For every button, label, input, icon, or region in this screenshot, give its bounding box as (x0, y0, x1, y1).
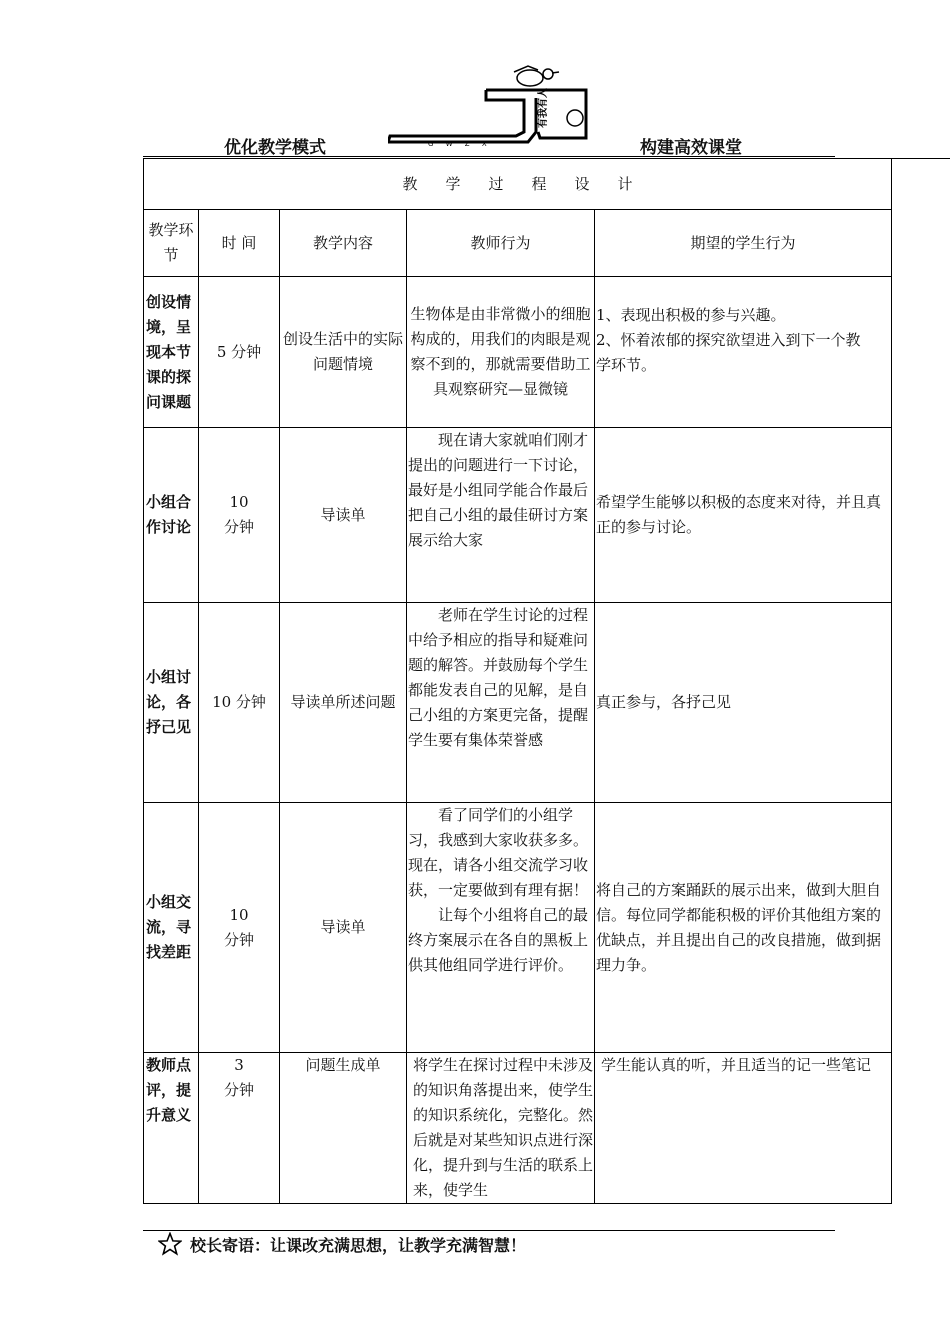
table-title: 教学过程设计 (144, 159, 892, 210)
teacher-cell: 生物体是由非常微小的细胞构成的，用我们的肉眼是观察不到的，那就需要借助工具观察研究—显微镜 (407, 277, 595, 428)
stage-cell: 小组讨论，各抒己见 (144, 603, 199, 803)
table-row (144, 803, 892, 1053)
time-cell: 3 分钟 (199, 1053, 280, 1204)
content-cell: 创设生活中的实际问题情境 (280, 277, 407, 428)
table-row (144, 603, 892, 803)
content-cell: 导读单 (280, 803, 407, 1053)
teacher-cell: 将学生在探讨过程中未涉及的知识角落提出来，使学生的知识系统化，完整化。然后就是对某些知识点进行深化，提升到与生活的联系上来，使学生 (407, 1053, 595, 1204)
lesson-process-table (143, 158, 892, 1204)
table-extension-rule (891, 158, 950, 159)
content-cell: 导读单 (280, 428, 407, 603)
stage-cell: 教师点评，提升意义 (144, 1053, 199, 1204)
student-cell: 希望学生能够以积极的态度来对待，并且真正的参与讨论。 (595, 428, 892, 603)
table-row (144, 277, 892, 428)
student-cell: 学生能认真的听，并且适当的记一些笔记 (595, 1053, 892, 1204)
footer-text: 校长寄语：让课改充满思想，让教学充满智慧！ (190, 1235, 527, 1255)
header-time: 时 间 (199, 210, 280, 277)
header-content: 教学内容 (280, 210, 407, 277)
content-cell: 问题生成单 (280, 1053, 407, 1204)
table-row (144, 428, 892, 603)
header-rule (143, 156, 835, 157)
student-cell: 将自己的方案踊跃的展示出来，做到大胆自信。每位同学都能积极的评价其他组方案的优缺点，并且提出自己的改良措施，做到据理力争。 (595, 803, 892, 1053)
stage-cell: 小组交流，寻找差距 (144, 803, 199, 1053)
footer-rule (143, 1230, 835, 1231)
teacher-cell: 看了同学们的小组学习，我感到大家收获多多。现在，请各小组交流学习收获，一定要做到有理有据！ 让每个小组将自己的最终方案展示在各自的黑板上供其他组同学进行评价。 (407, 803, 595, 1053)
teacher-cell: 老师在学生讨论的过程中给予相应的指导和疑难问题的解答。并鼓励每个学生都能发表自己的见解，是自己小组的方案更完备，提醒学生要有集体荣誉感 (407, 603, 595, 803)
stage-cell: 小组合作讨论 (144, 428, 199, 603)
time-cell: 10 分钟 (199, 428, 280, 603)
school-logo (388, 62, 590, 154)
time-cell: 10 分钟 (199, 603, 280, 803)
time-cell: 5 分钟 (199, 277, 280, 428)
stage-cell: 创设情境，呈现本节课的探问课题 (144, 277, 199, 428)
header-teacher: 教师行为 (407, 210, 595, 277)
table-row (144, 1053, 892, 1204)
logo-letters: G W Z X (428, 140, 492, 148)
header-student: 期望的学生行为 (595, 210, 892, 277)
header-left-slogan: 优化教学模式 (224, 138, 326, 158)
time-cell: 10 分钟 (199, 803, 280, 1053)
star-outline-icon (158, 1232, 182, 1256)
student-cell: 1、表现出积极的参与兴趣。 2、怀着浓郁的探究欲望进入到下一个教 学环节。 (595, 277, 892, 428)
header-right-slogan: 构建高效课堂 (640, 138, 742, 158)
teacher-cell: 现在请大家就咱们刚才提出的问题进行一下讨论，最好是小组同学能合作最后把自己小组的最佳研讨方案展示给大家 (407, 428, 595, 603)
student-cell: 真正参与，各抒己见 (595, 603, 892, 803)
footer (158, 1232, 526, 1256)
header-stage: 教学环节 (144, 210, 199, 277)
logo-glyphs: 有我有人 (538, 88, 549, 128)
content-cell: 导读单所述问题 (280, 603, 407, 803)
